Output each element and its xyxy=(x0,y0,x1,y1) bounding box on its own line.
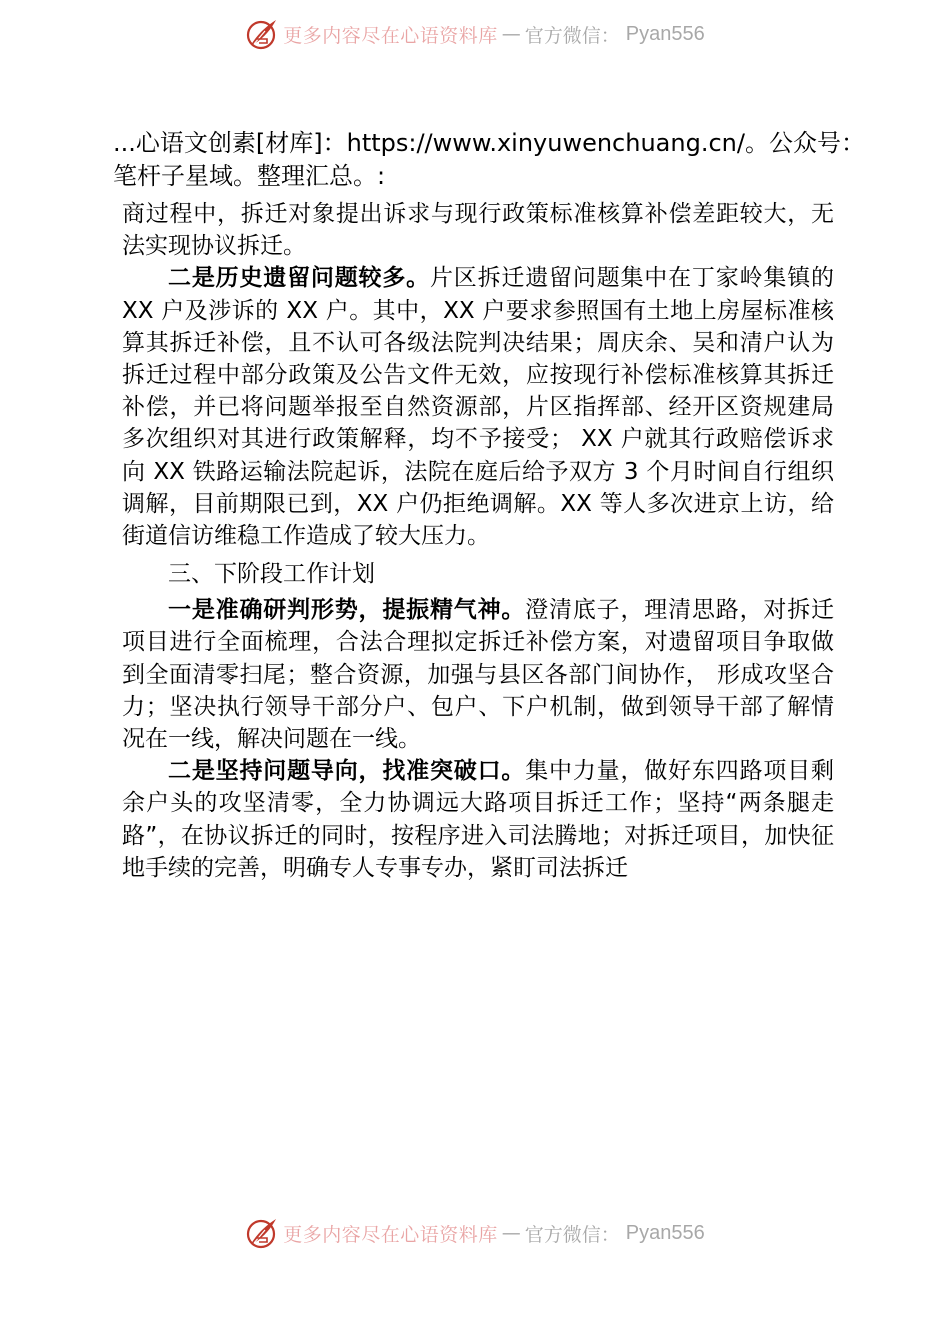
paragraph-judge-situation xyxy=(122,594,834,755)
watermark-wechat-label: 官方微信： xyxy=(524,24,620,47)
watermark-site-text: 更多内容尽在心语资料库 xyxy=(283,1223,498,1246)
watermark-wechat-label: 官方微信： xyxy=(524,1223,620,1246)
paragraph-lead-bold: 二是历史遗留问题较多。 xyxy=(168,265,430,292)
watermark-wechat-id: Pyan556 xyxy=(625,22,705,45)
paragraph-body-text: 澄清底子，理清思路，对拆迁项目进行全面梳理，合法合理拟定拆迁补偿方案，对遗留项目争取做到全面清零扫尾；整合资源，加强与县区各部门间协作， 形成攻坚合力；坚决执行领导干部分户、包户、下户机制，做到领导干部了解情况在一线，解决问题在一线。 xyxy=(122,597,835,753)
watermark-separator: — xyxy=(501,1222,521,1244)
paragraph-historical-issues xyxy=(122,262,834,552)
paragraph-negotiation: 商过程中，拆迁对象提出诉求与现行政策标准核算补偿差距较大，无法实现协议拆迁。 xyxy=(122,201,834,260)
section-heading-plan: 三、下阶段工作计划 xyxy=(168,561,375,588)
paragraph-problem-oriented xyxy=(122,755,834,884)
watermark-separator: — xyxy=(501,23,521,45)
paragraph-lead-bold: 一是准确研判形势，提振精气神。 xyxy=(168,597,526,624)
document-body xyxy=(122,198,834,884)
watermark-wechat-id: Pyan556 xyxy=(625,1221,705,1244)
source-line: ...心语文创素[材库]：https://www.xinyuwenchuang.cn/。公众号：笔杆子星域。整理汇总。: xyxy=(113,129,865,190)
paragraph-body-text: 片区拆迁遗留问题集中在丁家岭集镇的 XX 户及涉诉的 XX 户。其中，XX 户要求参照国有土地上房屋标准核算其拆迁补偿，且不认可各级法院判决结果；周庆余、吴和清户认为拆迁过程中部分政策及公告文件无效，应按现行补偿标准核算其拆迁补偿，并已将问题举报至自然资源部，片区指挥部、经开区资规建局多次组织对其进行政策解释，均不予接受； XX 户就其行政赔偿诉求向 XX 铁路运输法院起诉，法院在庭后给予双方 3 个月时间自行组织调解，目前期限已到，XX 户仍拒绝调解。XX 等人多次进京上访，给街道信访维稳工作造成了较大压力。 xyxy=(122,265,835,550)
paragraph-lead-bold: 二是坚持问题导向，找准突破口。 xyxy=(168,758,526,785)
footer-watermark xyxy=(0,1213,950,1253)
paragraph-body-text: 集中力量，做好东四路项目剩余户头的攻坚清零，全力协调远大路项目拆迁工作；坚持“两条腿走路”，在协议拆迁的同时，按程序进入司法腾地；对拆迁项目，加快征地手续的完善，明确专人专事专办，紧盯司法拆迁 xyxy=(122,758,835,881)
header-watermark xyxy=(0,14,950,54)
watermark-site-text: 更多内容尽在心语资料库 xyxy=(283,24,498,47)
quill-logo-icon xyxy=(245,1216,279,1250)
quill-logo-icon xyxy=(245,17,279,51)
